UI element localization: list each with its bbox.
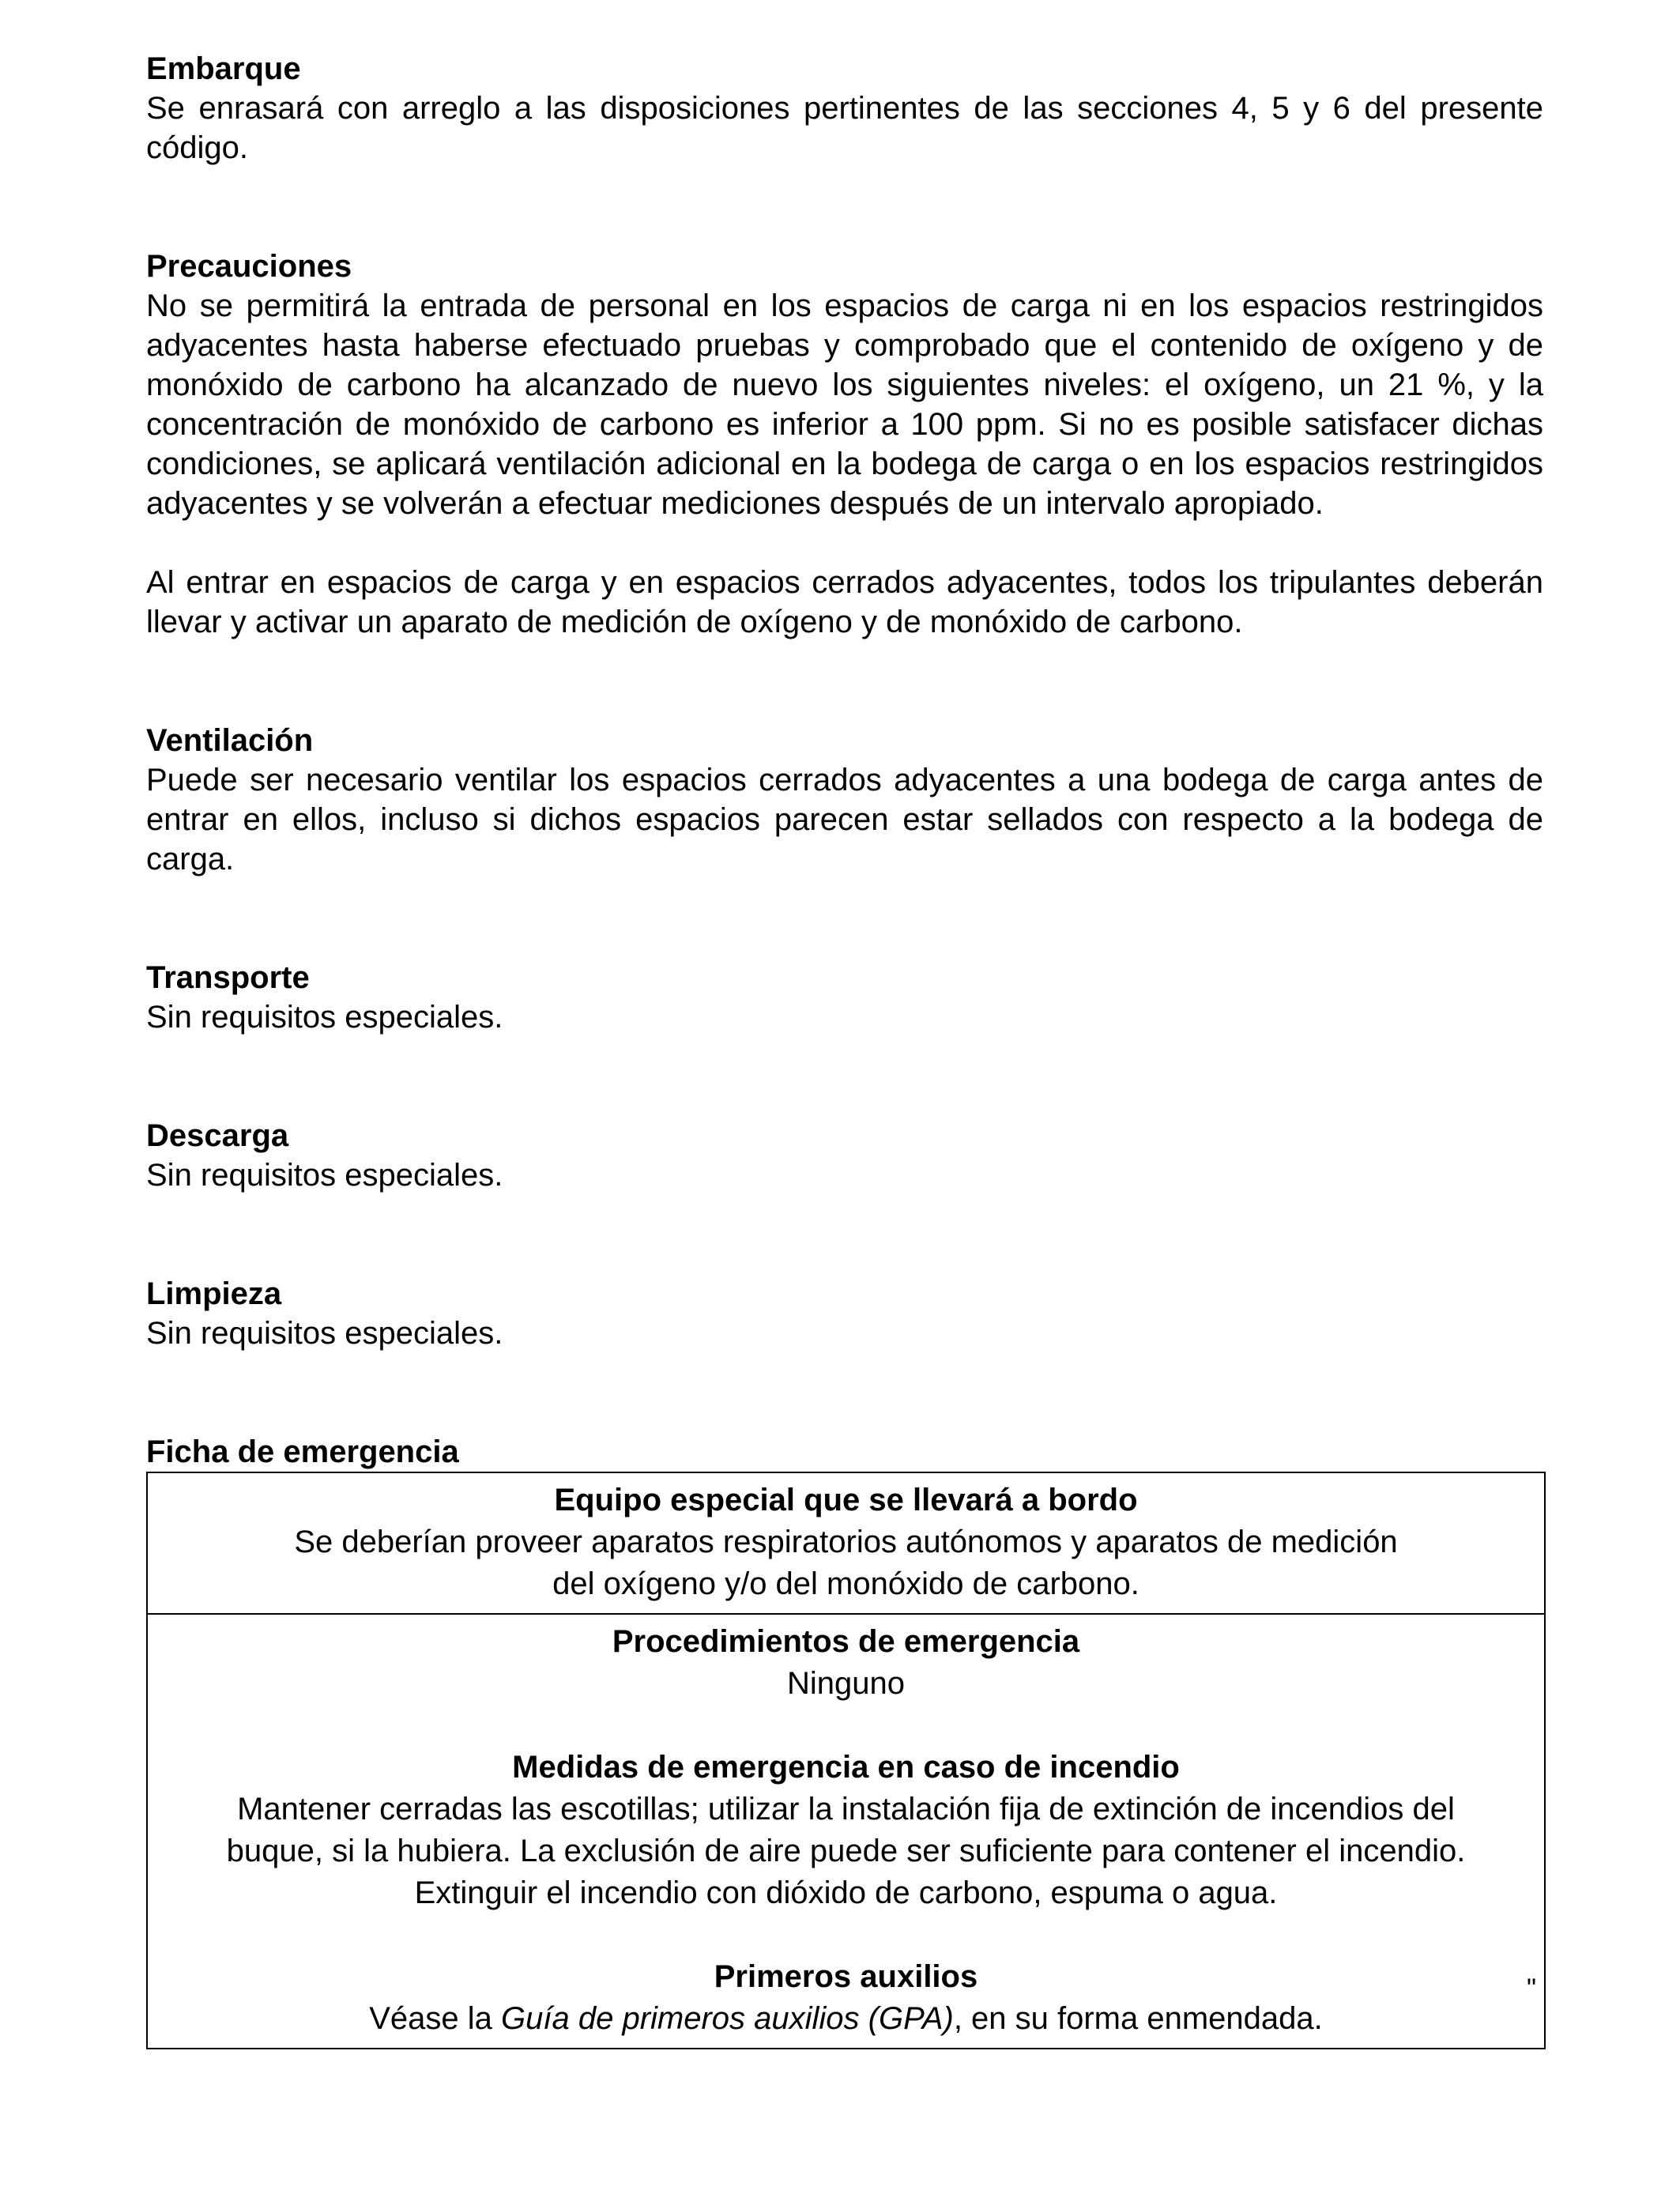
incendio-line-3: Extinguir el incendio con dióxido de carbono, espuma o agua. [414, 1875, 1278, 1910]
incendio-title: Medidas de emergencia en caso de incendio [512, 1750, 1180, 1785]
equipo-line-2: del oxígeno y/o del monóxido de carbono. [552, 1566, 1139, 1601]
emergency-table [146, 1472, 1546, 2049]
incendio-line-2: buque, si la hubiera. La exclusión de aire puede ser suficiente para contener el incendio. [226, 1834, 1466, 1868]
procedimientos-title: Procedimientos de emergencia [612, 1624, 1080, 1659]
document-content [146, 49, 1543, 2049]
procedimientos-text: Ninguno [786, 1666, 905, 1701]
section-limpieza [146, 1274, 1543, 1353]
closing-quote-mark: " [1527, 1973, 1537, 2004]
text-precauciones-2: Al entrar en espacios de carga y en espacios cerrados adyacentes, todos los tripulantes deberán llevar y activar un aparato de medición de oxígeno y de monóxido de carbono. [146, 565, 1543, 639]
section-ventilacion [146, 721, 1543, 879]
section-precauciones [146, 247, 1543, 642]
text-ventilacion: Puede ser necesario ventilar los espacios cerrados adyacentes a una bodega de carga antes de entrar en ellos, incluso si dichos espacios parecen estar sellados con respecto a la bodega de carga. [146, 763, 1543, 876]
heading-descarga: Descarga [146, 1118, 289, 1153]
emergency-cell-procedimientos [148, 1613, 1544, 2048]
heading-transporte: Transporte [146, 960, 310, 995]
auxilios-guide-title: Guía de primeros auxilios (GPA) [501, 2001, 954, 2036]
text-precauciones-1: No se permitirá la entrada de personal en los espacios de carga ni en los espacios restringidos adyacentes hasta haberse efectuado pruebas y comprobado que el contenido de oxígeno y de monóxido de carbono ha alcanzado de nuevo los siguientes niveles: el oxígeno, un 21 %, y la concentración de monóxido de carbono es inferior a 100 ppm. Si no es posible satisfacer dichas condiciones, se aplicará ventilación adicional en la bodega de carga o en los espacios restringidos adyacentes y se volverán a efectuar mediciones después de un intervalo apropiado. [146, 288, 1543, 521]
text-limpieza: Sin requisitos especiales. [146, 1316, 503, 1351]
equipo-title: Equipo especial que se llevará a bordo [554, 1483, 1138, 1517]
heading-ficha-emergencia: Ficha de emergencia [146, 1434, 459, 1469]
heading-embarque: Embarque [146, 51, 301, 86]
text-transporte: Sin requisitos especiales. [146, 1000, 503, 1035]
section-ficha-emergencia [146, 1432, 1543, 2049]
heading-limpieza: Limpieza [146, 1276, 282, 1311]
incendio-line-1: Mantener cerradas las escotillas; utilizar la instalación fija de extinción de incendios del [237, 1792, 1455, 1826]
heading-precauciones: Precauciones [146, 249, 352, 284]
equipo-line-1: Se deberían proveer aparatos respiratorios autónomos y aparatos de medición [294, 1525, 1398, 1559]
auxilios-text [164, 1998, 1528, 2040]
section-embarque [146, 49, 1543, 168]
section-descarga [146, 1116, 1543, 1195]
auxilios-title: Primeros auxilios [714, 1959, 978, 1994]
text-descarga: Sin requisitos especiales. [146, 1158, 503, 1193]
text-embarque: Se enrasará con arreglo a las disposiciones pertinentes de las secciones 4, 5 y 6 del presente código. [146, 91, 1543, 165]
auxilios-text-after: , en su forma enmendada. [953, 2001, 1323, 2036]
auxilios-text-before: Véase la [369, 2001, 502, 2036]
emergency-cell-equipo [148, 1473, 1544, 1613]
section-transporte [146, 958, 1543, 1037]
heading-ventilacion: Ventilación [146, 723, 314, 758]
